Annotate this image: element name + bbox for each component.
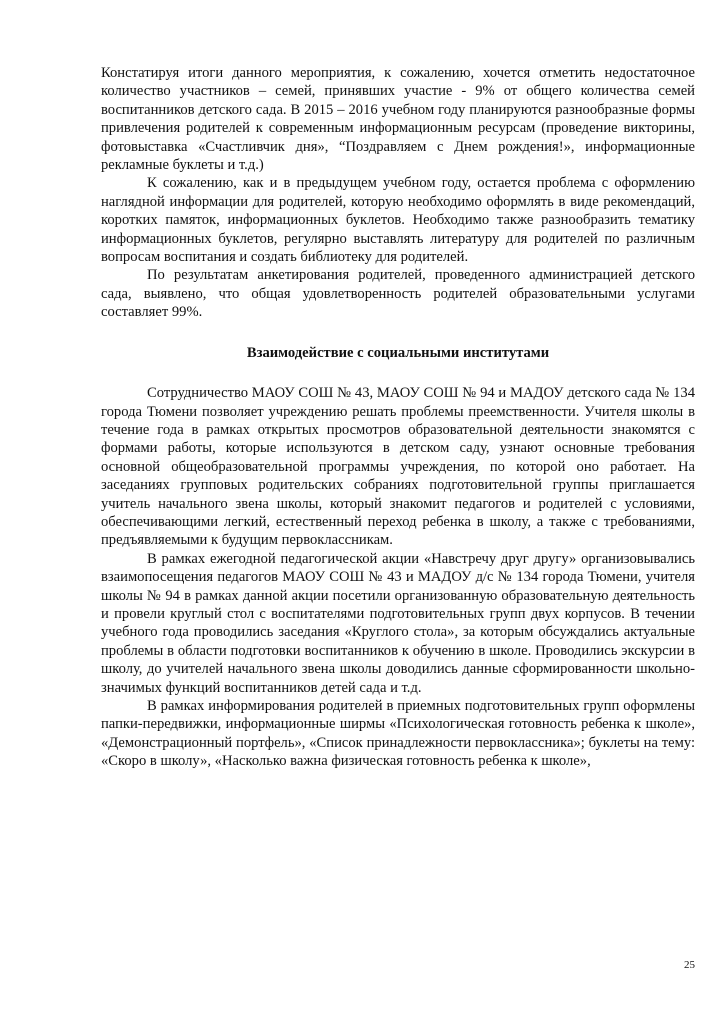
paragraph-parent-info: В рамках информирования родителей в приемных подготовительных групп оформлены папки-передвижки, информационные ширмы «Психологическая готовность ребенка к школе», «Демонстрационный портфель», «Список принадлежности первоклассника»; буклеты на тему: «Скоро в школу», «Насколько важна физическая готовность ребенка к школе», — [101, 698, 695, 770]
page-content — [101, 64, 695, 771]
section-title: Взаимодействие с социальными институтами — [246, 344, 550, 361]
page-number: 25 — [684, 959, 695, 971]
paragraph-cooperation: Сотрудничество МАОУ СОШ № 43, МАОУ СОШ № 94 и МАДОУ детского сада № 134 города Тюмени позволяет учреждению решать проблемы преемственности. Учителя школы в течение года в рамках открытых просмотров образовательной деятельности знакомятся с формами работы, которые используются в детском саду, узнают основные требования основной общеобразовательной программы учреждения, по которой оно работает. На заседаниях групповых родительских собраниях подготовительной группы приглашается учитель начального звена школы, который знакомит педагогов и родителей с условиями, обеспечивающими легкий, естественный переход ребенка в школу, а также с требованиями, предъявляемыми к будущим первоклассникам. — [101, 385, 695, 549]
paragraph-survey-results: По результатам анкетирования родителей, проведенного администрацией детского сада, выявлено, что общая удовлетворенность родителей образовательными услугами составляет 99%. — [101, 267, 695, 321]
paragraph-info-problem: К сожалению, как и в предыдущем учебном году, остается проблема с оформлению наглядной информации для родителей, которую необходимо оформлять в виде рекомендаций, коротких памяток, информационных буклетов. Необходимо также разнообразить тематику информационных буклетов, регулярно выставлять литературу для родителей по различным вопросам воспитания и создать библиотеку для родителей. — [101, 175, 695, 266]
paragraph-summary: Констатируя итоги данного мероприятия, к сожалению, хочется отметить недостаточное количество участников – семей, принявших участие - 9% от общего количества семей воспитанников детского сада. В 2015 – 2016 учебном году планируются разнообразные формы привлечения родителей к современным информационным ресурсам (проведение викторины, фотовыставка «Счастливчик дня», “Поздравляем с Днем рождения!», информационные рекламные буклеты и т.д.) — [101, 65, 695, 174]
paragraph-annual-action: В рамках ежегодной педагогической акции «Навстречу друг другу» организовывались взаимопосещения педагогов МАОУ СОШ № 43 и МАДОУ д/с № 134 города Тюмени, учителя школы № 94 в рамках данной акции посетили организованную образовательную деятельность и провели круглый стол с воспитателями подготовительных групп двух корпусов. В течении учебного года проводились заседания «Круглого стола», за которым обсуждались актуальные проблемы в области подготовки воспитанников к обучению в школе. Проводились экскурсии в школу, до учителей начального звена школы доводились данные сформированности школьно-значимых функций воспитанников детей сада и т.д. — [101, 550, 695, 696]
